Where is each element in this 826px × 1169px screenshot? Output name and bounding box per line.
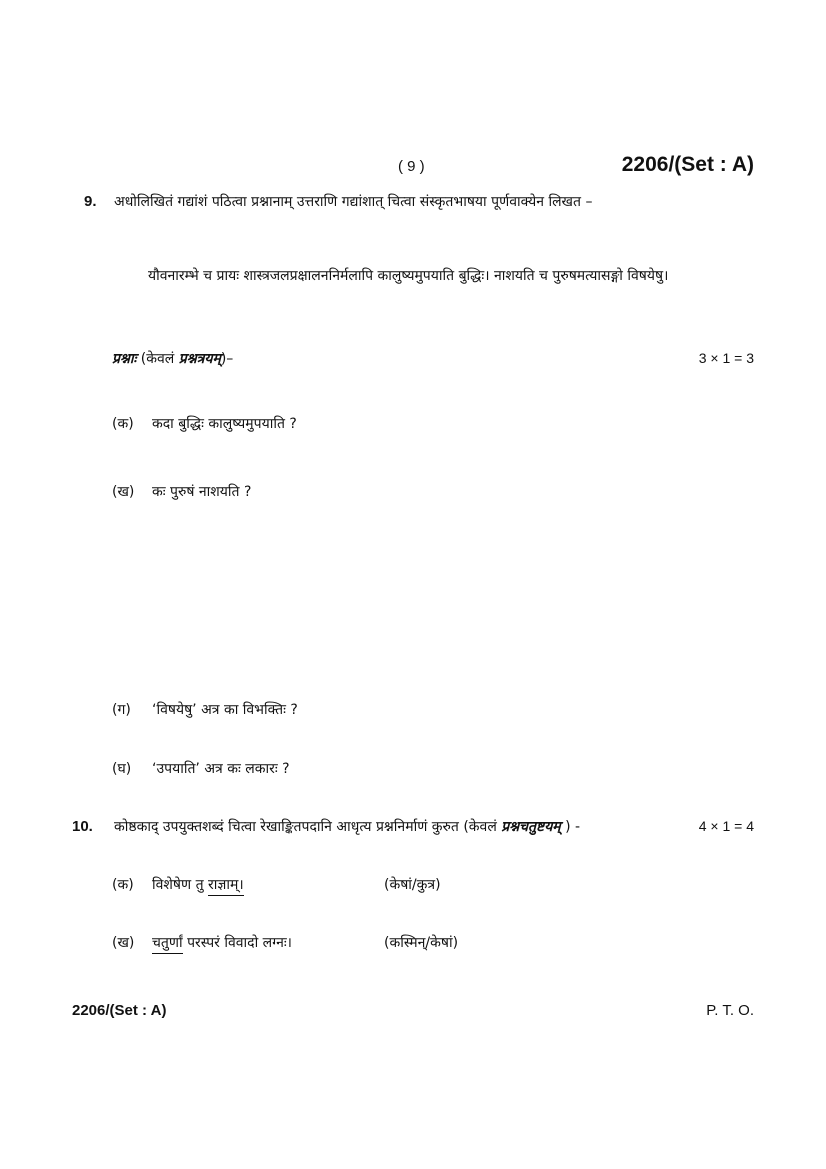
prashna-emph: प्रश्नत्रयम् [178,351,221,367]
question-9-passage: यौवनारम्भे च प्रायः शास्त्रजलप्रक्षालननिर्मलापि कालुष्यमुपयाति बुद्धिः। नाशयति च पुरुषमत्यासङ्गो विषयेषु। [148,268,669,284]
item-label: (ग) [112,702,131,718]
question-9-number: 9. [84,193,97,210]
item-text: ‘उपयाति’ अत्र कः लकारः ? [152,761,290,777]
item-label: (क) [112,877,134,893]
prashna-paren-open: (केवलं [140,351,175,367]
instruction-text: कोष्ठकाद् उपयुक्तशब्दं चित्वा रेखाङ्कितपदानि आधृत्य प्रश्ननिर्माणं कुरुत (केवलं [114,819,497,835]
instruction-emph: प्रश्नचतुष्टयम् [501,819,561,835]
page-number: ( 9 ) [398,158,425,175]
footer-pto: P. T. O. [706,1002,754,1019]
question-9-item-ka [112,414,297,433]
item-text: कदा बुद्धिः कालुष्यमुपयाति ? [152,416,297,432]
question-10-item-kha-options: (कस्मिन्/केषां) [384,935,459,951]
underlined-word: राज्ञाम्। [208,877,244,896]
prashna-paren-close: )– [220,351,234,367]
question-9-item-kha [112,482,251,501]
question-10-instruction [114,817,580,836]
item-label: (घ) [112,761,132,777]
item-label: (ख) [112,484,135,500]
question-9-item-ga [112,700,298,719]
item-text: कः पुरुषं नाशयति ? [152,484,252,500]
item-label: (क) [112,416,134,432]
question-9-instruction: अधोलिखितं गद्यांशं पठित्वा प्रश्नानाम् उत्तराणि गद्यांशात् चित्वा संस्कृतभाषया पूर्णवाक्येन लिखत – [114,194,593,210]
prashna-label: प्रश्नाः [112,351,137,367]
underlined-word: चतुर्णां [152,935,183,954]
instruction-close: ) - [565,819,581,835]
question-10-item-kha [112,933,292,952]
question-10-item-ka-options: (केषां/कुत्र) [384,877,441,893]
question-9-marks: 3 × 1 = 3 [698,350,754,366]
question-10-number: 10. [72,818,93,835]
item-label: (ख) [112,935,135,951]
question-10-marks: 4 × 1 = 4 [698,818,754,834]
set-code-header: 2206/(Set : A) [621,153,754,176]
question-9-item-gha [112,759,290,778]
question-10-item-ka [112,875,244,894]
item-text-pre: विशेषेण तु [152,877,209,893]
item-text: ‘विषयेषु’ अत्र का विभक्तिः ? [152,702,298,718]
item-text-post: परस्परं विवादो लग्नः। [182,935,292,951]
footer-set-code: 2206/(Set : A) [72,1002,167,1019]
question-9-prashna-line [112,349,233,368]
